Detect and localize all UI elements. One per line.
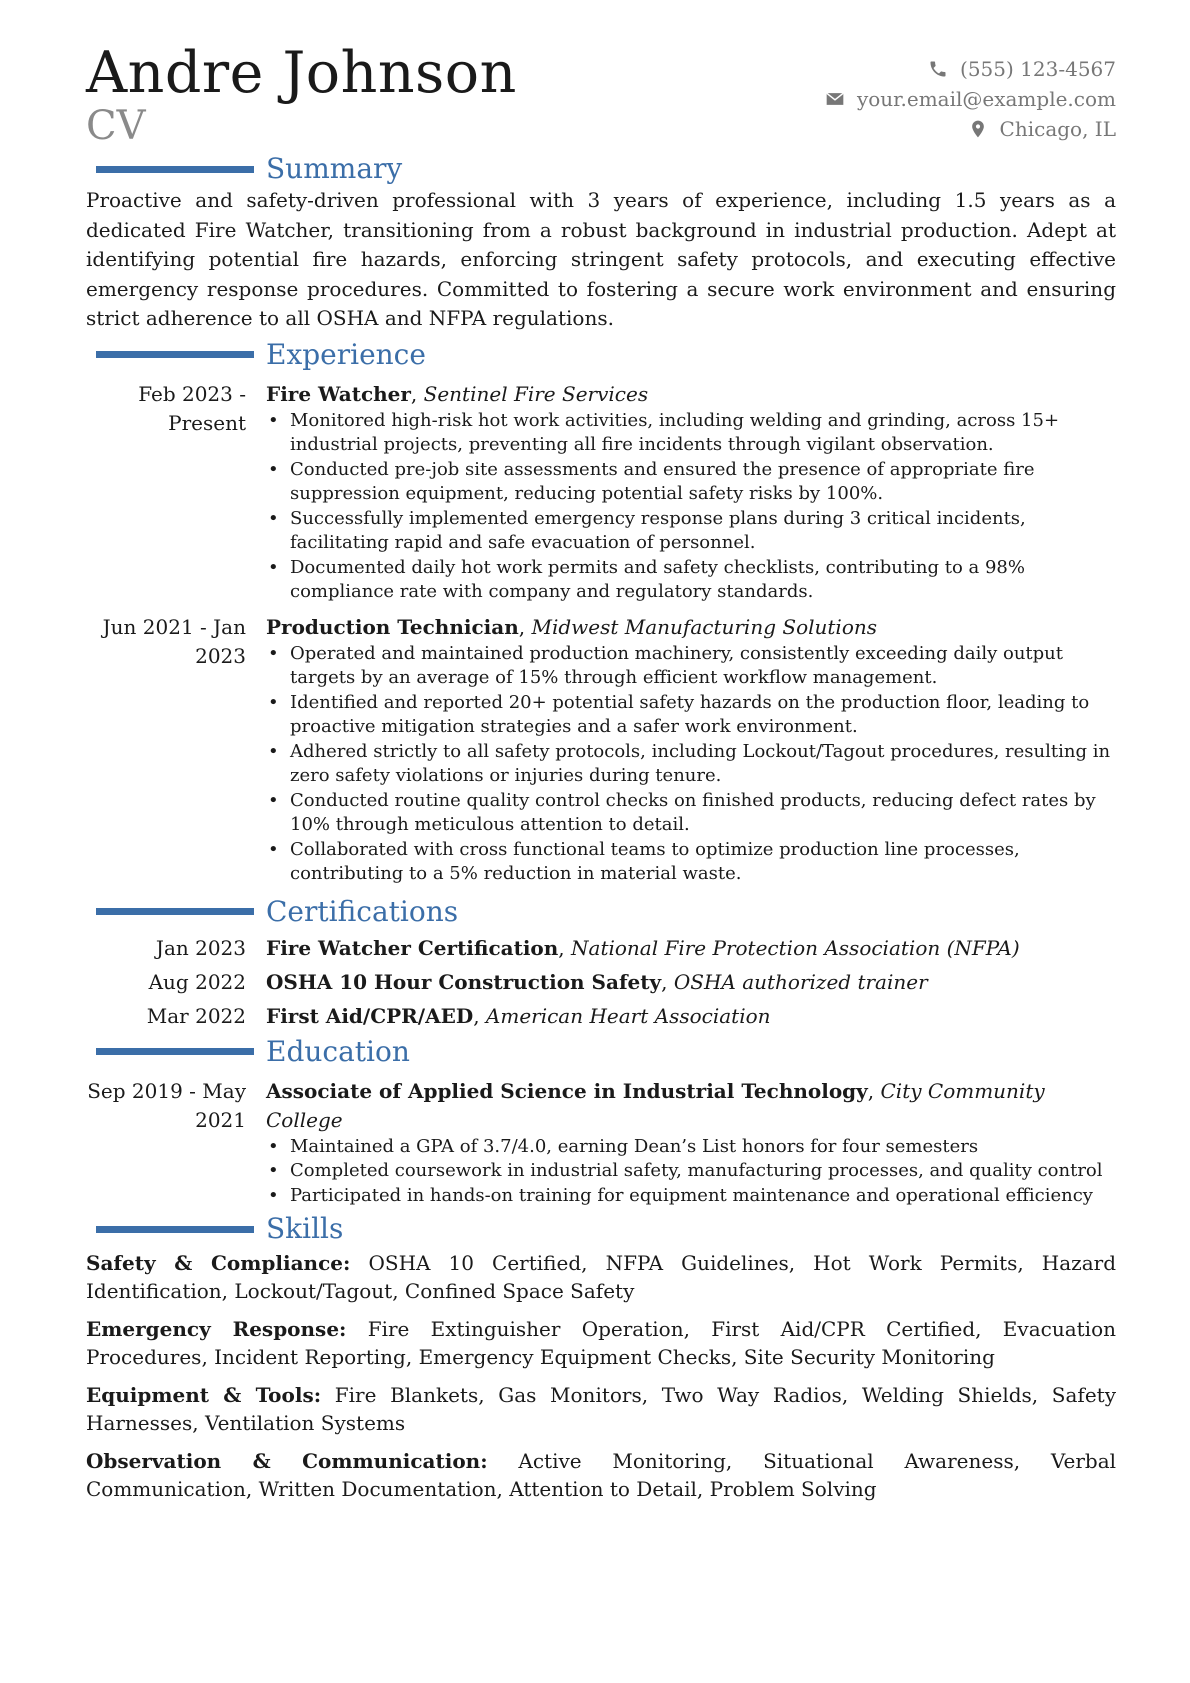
skill-group — [86, 1250, 1116, 1305]
map-pin-icon — [968, 119, 988, 139]
contact-info — [825, 54, 1116, 144]
contact-location — [825, 114, 1116, 144]
education-heading — [86, 1035, 1116, 1069]
summary-heading — [86, 152, 1116, 186]
list-item: • Conducted pre-job site assessments and ensured the presence of appropriate fire suppression equipment, reducing potential safety risks by 100%. — [266, 458, 1116, 507]
list-item: • Successfully implemented emergency response plans during 3 critical incidents, facilitating rapid and safe evacuation of personnel. — [266, 507, 1116, 556]
contact-phone[interactable] — [825, 54, 1116, 84]
certifications-heading — [86, 895, 1116, 929]
entry-date: Jun 2021 - Jan 2023 — [102, 614, 246, 668]
job-title: Production Technician — [266, 614, 519, 639]
list-item: • Identified and reported 20+ potential safety hazards on the production floor, leading to proactive mitigation strategies and a safer work environment. — [266, 691, 1116, 740]
section-title: Certifications — [266, 894, 459, 928]
skill-values: Fire Blankets, Gas Monitors, Two Way Radios, Welding Shields, Safety Harnesses, Ventilation Systems — [86, 1383, 1116, 1435]
entry-date: Aug 2022 — [148, 969, 246, 994]
skill-group — [86, 1316, 1116, 1371]
entry-date: Mar 2022 — [146, 1003, 246, 1028]
employer: Sentinel Fire Services — [423, 381, 649, 406]
certification-issuer: National Fire Protection Association (NFPA) — [571, 935, 1020, 960]
list-item: • Adhered strictly to all safety protocols, including Lockout/Tagout procedures, resulting in zero safety violations or injuries during tenure. — [266, 740, 1116, 789]
skill-group — [86, 1382, 1116, 1437]
phone-icon — [928, 59, 948, 79]
bullet-list — [266, 1135, 1116, 1209]
certification-name: Fire Watcher Certification — [266, 935, 559, 960]
section-rule — [96, 1048, 254, 1055]
experience-heading — [86, 338, 1116, 372]
list-item: • Operated and maintained production machinery, consistently exceeding daily output targets by an average of 15% through efficient workflow management. — [266, 642, 1116, 691]
certification-entry: Aug 2022 OSHA 10 Hour Construction Safety, OSHA authorized trainer — [86, 967, 1116, 997]
skills-heading — [86, 1212, 1116, 1246]
list-item: • Completed coursework in industrial safety, manufacturing processes, and quality control — [266, 1159, 1116, 1184]
list-item: • Collaborated with cross functional teams to optimize production line processes, contributing to a 5% reduction in material waste. — [266, 838, 1116, 887]
job-title: Fire Watcher — [266, 381, 411, 406]
section-rule — [96, 908, 254, 915]
section-rule — [96, 351, 254, 358]
employer: Midwest Manufacturing Solutions — [531, 614, 878, 639]
cv-page — [86, 40, 1116, 1514]
certification-entry: Jan 2023 Fire Watcher Certification, National Fire Protection Association (NFPA) — [86, 933, 1116, 963]
section-title: Experience — [266, 337, 426, 371]
skill-values: Active Monitoring, Situational Awareness, Verbal Communication, Written Documentation, Attention to Detail, Problem Solving — [86, 1449, 1117, 1501]
entry-date: Sep 2019 - May 2021 — [87, 1078, 246, 1132]
school: City Community College — [266, 1078, 1045, 1132]
summary-text: Proactive and safety-driven professional with 3 years of experience, including 1.5 years as a dedicated Fire Watcher, transitioning from a robust background in industrial production. Adept at identifying potential fire hazards, enforcing stringent safety protocols, and executing effective emergency response procedures. Committed to fostering a secure work environment and ensuring strict adherence to all OSHA and NFPA regulations. — [86, 188, 1116, 330]
skill-group — [86, 1448, 1116, 1503]
list-item: • Conducted routine quality control checks on finished products, reducing defect rates by 10% through meticulous attention to detail. — [266, 789, 1116, 838]
bullet-list — [266, 409, 1116, 605]
certification-issuer: American Heart Association — [485, 1003, 771, 1028]
document-label: CV — [86, 103, 146, 149]
skill-label: Safety & Compliance: — [86, 1251, 351, 1275]
certification-name: OSHA 10 Hour Construction Safety — [266, 969, 662, 994]
skill-values: OSHA 10 Certified, NFPA Guidelines, Hot Work Permits, Hazard Identification, Lockout/Tagout, Confined Space Safety — [86, 1251, 1117, 1303]
contact-email[interactable] — [825, 84, 1116, 114]
certification-entry: Mar 2022 First Aid/CPR/AED, American Heart Association — [86, 1001, 1116, 1031]
skill-label: Emergency Response: — [86, 1317, 347, 1341]
section-rule — [96, 166, 254, 173]
location-text: Chicago, IL — [999, 117, 1116, 141]
section-rule — [96, 1226, 254, 1233]
list-item: • Documented daily hot work permits and safety checklists, contributing to a 98% compliance rate with company and regulatory standards. — [266, 556, 1116, 605]
degree: Associate of Applied Science in Industrial Technology — [266, 1078, 868, 1103]
list-item: • Maintained a GPA of 3.7/4.0, earning Dean’s List honors for four semesters — [266, 1135, 1116, 1160]
email-text: your.email@example.com — [856, 87, 1116, 111]
skill-label: Equipment & Tools: — [86, 1383, 322, 1407]
entry-date: Jan 2023 — [155, 935, 246, 960]
skill-values: Fire Extinguisher Operation, First Aid/CPR Certified, Evacuation Procedures, Incident Reporting, Emergency Equipment Checks, Site Security Monitoring — [86, 1317, 1116, 1369]
bullet-list — [266, 642, 1116, 887]
skills-list — [86, 1250, 1116, 1503]
education-entry: Sep 2019 - May 2021 Associate of Applied Science in Industrial Technology, City Community College • Maintained a GPA of 3.7/4.0, earning Dean’s List honors for four semesters • Completed coursework in industrial safety, manufacturing processes, and quality control • Participated in hands-on training for equipment maintenance and operational efficiency — [86, 1077, 1116, 1209]
list-item: • Monitored high-risk hot work activities, including welding and grinding, across 15+ industrial projects, preventing all fire incidents through vigilant observation. — [266, 409, 1116, 458]
candidate-name: Andre Johnson — [86, 40, 517, 106]
entry-date: Feb 2023 - Present — [138, 381, 246, 435]
envelope-icon — [825, 89, 845, 109]
section-title: Skills — [266, 1212, 344, 1245]
certification-issuer: OSHA authorized trainer — [673, 969, 928, 994]
experience-entry: Feb 2023 - Present Fire Watcher, Sentinel Fire Services • Monitored high-risk hot work activities, including welding and grinding, across 15+ industrial projects, preventing all fire incidents through vigilant observation. • Conducted pre-job site assessments and ensured the presence of appropriate fire suppression equipment, reducing potential safety risks by 100%. • Successfully implemented emergency response plans during 3 critical incidents, facilitating rapid and safe evacuation of personnel. • Documented daily hot work permits and safety checklists, contributing to a 98% compliance rate with company and regulatory standards. — [86, 380, 1116, 605]
header — [86, 40, 1116, 148]
section-title: Summary — [266, 152, 403, 185]
experience-entry: Jun 2021 - Jan 2023 Production Technician, Midwest Manufacturing Solutions • Operated and maintained production machinery, consistently exceeding daily output targets by an average of 15% through efficient workflow management. • Identified and reported 20+ potential safety hazards on the production floor, leading to proactive mitigation strategies and a safer work environment. • Adhered strictly to all safety protocols, including Lockout/Tagout procedures, resulting in zero safety violations or injuries during tenure. • Conducted routine quality control checks on finished products, reducing defect rates by 10% through meticulous attention to detail. • Collaborated with cross functional teams to optimize production line processes, contributing to a 5% reduction in material waste. — [86, 613, 1116, 887]
section-title: Education — [266, 1034, 410, 1068]
phone-text: (555) 123-4567 — [960, 57, 1116, 81]
skill-label: Observation & Communication: — [86, 1449, 488, 1473]
list-item: • Participated in hands-on training for equipment maintenance and operational efficiency — [266, 1184, 1116, 1209]
certification-name: First Aid/CPR/AED — [266, 1003, 474, 1028]
